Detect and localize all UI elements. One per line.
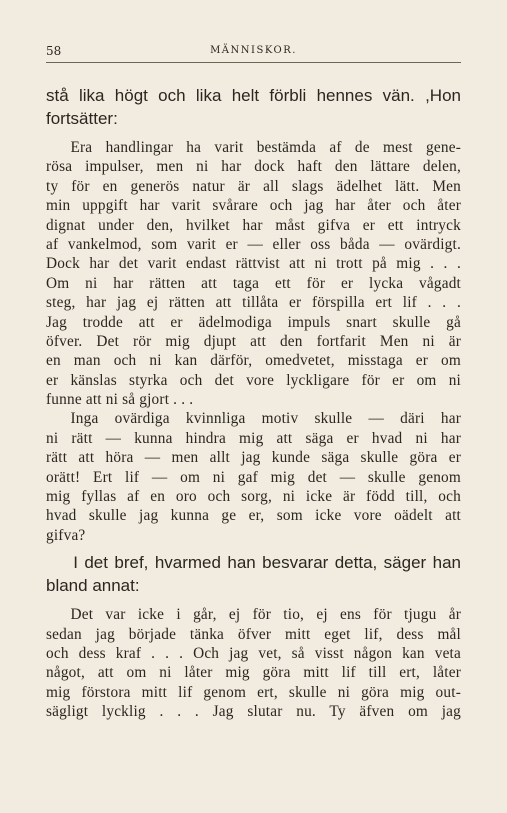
text-line: dignat under den, hvilket har måst gifva er ett intryck [46,216,461,234]
text-line: Era handlingar ha varit bestämda af de mest gene- [70,139,461,156]
text-line: hvad skulle jag kunna ge er, som icke vore oädelt att [46,507,461,525]
running-title: MÄNNISKOR. [210,45,297,56]
text-line: min uppgift har varit svårare och jag har åter och åter [46,197,461,215]
text-line: och dess kraf . . . Och jag vet, så visst någon kan veta [46,644,461,662]
quoted-paragraph [46,138,461,409]
text-line: stå lika högt och lika helt förbli hennes vän. ,Hon [46,86,461,105]
text-line: ni rätt — kunna hindra mig att säga er hvad ni har [46,429,461,447]
text-line: I det bref, hvarmed han besvarar detta, säger han [73,553,461,573]
text-line: öfver. Det rör mig djupt att den fortfarit Men ni är [46,332,461,350]
quoted-paragraph [46,409,461,545]
text-line: sägligt lycklig . . . Jag slutar nu. Ty äfven om jag [46,703,461,721]
text-line: mig förstora mitt lif genom ert, skulle ni göra mig out- [46,683,461,701]
text-line: Det var icke i går, ej för tio, ej ens för tjugu år [70,606,461,624]
text-line: rösa impulser, men ni har dock haft den lättare delen, [46,158,461,176]
text-line: orätt! Ert lif — om ni gaf mig det — skulle genom [46,468,461,486]
text-line: Jag trodde att er ädelmodiga impuls snart skulle gå [46,313,461,331]
text-line: något, att om ni låter mig göra mitt lif till ert, låter [46,664,461,682]
intro-paragraph [46,84,461,130]
text-line: Om ni har rätten att taga ett för er lycka vågadt [46,274,461,292]
transition-paragraph [46,551,461,597]
text-line: funne att ni så gjort . . . [46,391,194,409]
page-number: 58 [46,44,62,58]
text-line: en man och ni kan därför, omedvetet, misstaga er om [46,352,461,370]
text-line: af vankelmod, som varit er — eller oss båda — ovärdigt. [46,235,461,253]
text-line: sedan jag började tänka öfver mitt eget lif, dess mål [46,625,461,643]
text-line: Inga ovärdiga kvinnliga motiv skulle — däri har [70,410,461,428]
text-line: gifva? [46,526,86,544]
text-line: steg, har jag ej rätten att tillåta er förspilla ert lif . . . [46,294,461,312]
page-body [46,84,461,722]
text-line: mig fyllas af en oro och sorg, ni icke är född till, och [46,488,461,506]
text-line: fortsätter: [46,109,118,128]
text-line: bland annat: [46,576,140,596]
header-rule [46,62,461,63]
text-line: er känslas styrka och det vore lyckligare för er om ni [46,371,461,389]
text-line: Dock har det varit endast rättvist att ni trott på mig . . . [46,255,461,273]
page-header [46,44,461,60]
text-line: ty för en generös natur är all slags ädelhet lätt. Men [46,177,461,195]
quoted-paragraph [46,605,461,721]
text-line: rätt att höra — men allt jag kunde säga skulle göra er [46,449,461,467]
